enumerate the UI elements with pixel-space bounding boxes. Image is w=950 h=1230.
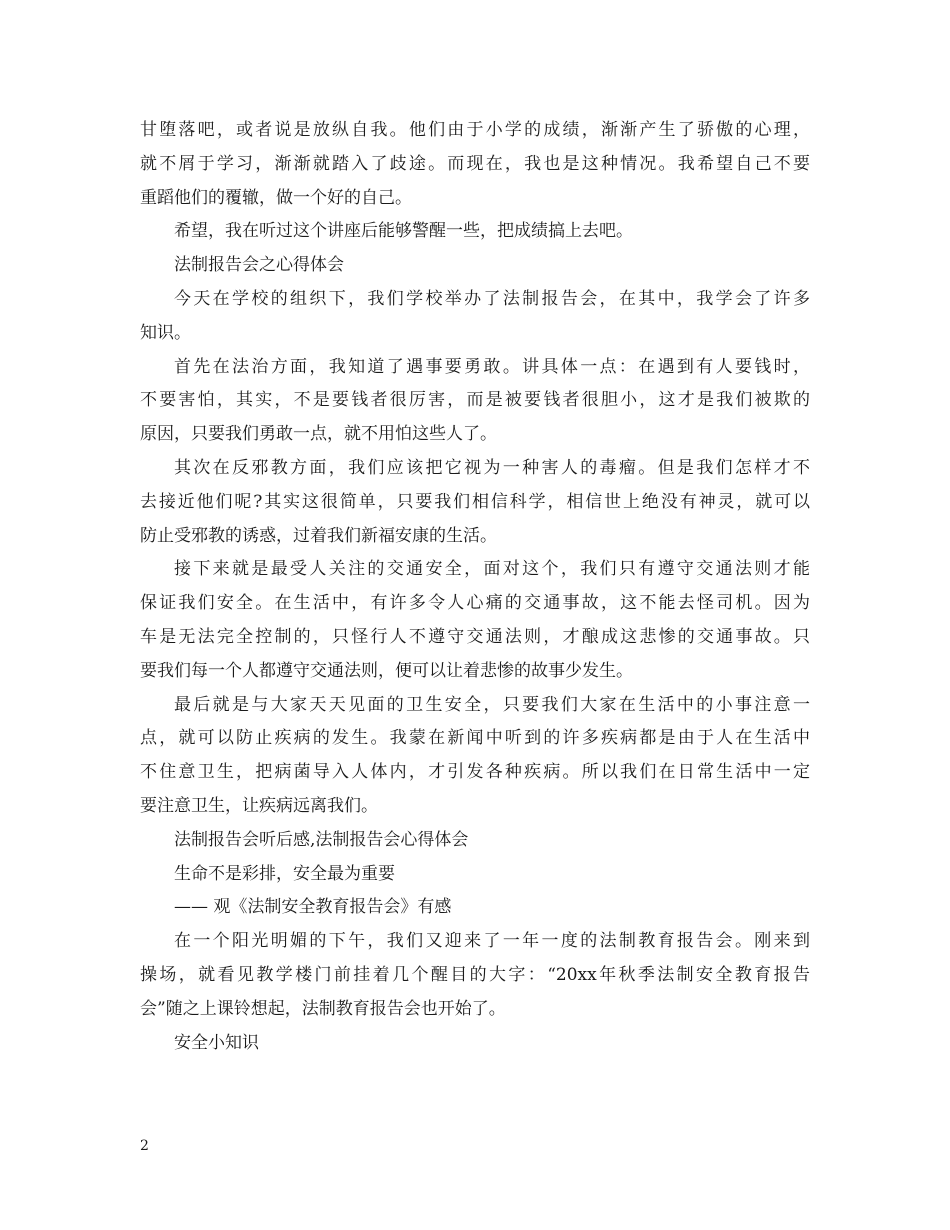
text-line: 今天在学校的组织下，我们学校举办了法制报告会，在其中，我学会了许多 (174, 288, 810, 309)
document-body (140, 114, 810, 1060)
text-line: 最后就是与大家天天见面的卫生安全，只要我们大家在生活中的小事注意一 (174, 694, 810, 715)
text-line: 要我们每一个人都遵守交通法则，便可以让着悲惨的故事少发生。 (140, 660, 633, 681)
text-line: 生命不是彩排，安全最为重要 (174, 863, 395, 884)
text-line: —— 观《法制安全教育报告会》有感 (174, 897, 452, 918)
text-line: 首先在法治方面，我知道了遇事要勇敢。讲具体一点：在遇到有人要钱时， (174, 356, 810, 377)
text-line: 安全小知识 (174, 1032, 259, 1053)
text-line: 在一个阳光明媚的下午，我们又迎来了一年一度的法制教育报告会。刚来到 (174, 931, 810, 952)
page-number: 2 (140, 1138, 149, 1154)
text-line: 重蹈他们的覆辙，做一个好的自己。 (140, 187, 412, 208)
text-line: 会”随之上课铃想起，法制教育报告会也开始了。 (140, 998, 506, 1019)
text-line: 法制报告会听后感,法制报告会心得体会 (174, 829, 469, 850)
text-line: 就不屑于学习，渐渐就踏入了歧途。而现在，我也是这种情况。我希望自己不要 (140, 153, 810, 174)
text-line: 希望，我在听过这个讲座后能够警醒一些，把成绩搞上去吧。 (174, 221, 633, 242)
text-line: 保证我们安全。在生活中，有许多令人心痛的交通事故，这不能去怪司机。因为 (140, 593, 810, 614)
text-line: 其次在反邪教方面，我们应该把它视为一种害人的毒瘤。但是我们怎样才不 (174, 457, 810, 478)
text-line: 点，就可以防止疾病的发生。我蒙在新闻中听到的许多疾病都是由于人在生活中 (140, 728, 810, 749)
text-line: 不要害怕，其实，不是要钱者很厉害，而是被要钱者很胆小，这才是我们被欺的 (140, 390, 810, 411)
text-line: 甘堕落吧，或者说是放纵自我。他们由于小学的成绩，渐渐产生了骄傲的心理， (140, 120, 810, 140)
text-line: 车是无法完全控制的，只怪行人不遵守交通法则，才酿成这悲惨的交通事故。只 (140, 626, 810, 647)
text-line: 原因，只要我们勇敢一点，就不用怕这些人了。 (140, 424, 497, 445)
text-line: 接下来就是最受人关注的交通安全，面对这个，我们只有遵守交通法则才能 (174, 559, 810, 580)
text-line: 去接近他们呢?其实这很简单，只要我们相信科学，相信世上绝没有神灵，就可以 (140, 491, 810, 512)
text-line: 要注意卫生，让疾病远离我们。 (140, 795, 378, 816)
text-line: 防止受邪教的诱惑，过着我们新福安康的生活。 (140, 525, 497, 546)
text-line: 操场，就看见教学楼门前挂着几个醒目的大字：“20xx年秋季法制安全教育报告 (140, 964, 810, 985)
text-line: 法制报告会之心得体会 (174, 255, 344, 276)
text-line: 不住意卫生，把病菌导入人体内，才引发各种疾病。所以我们在日常生活中一定 (140, 762, 810, 783)
text-line: 知识。 (140, 322, 191, 343)
